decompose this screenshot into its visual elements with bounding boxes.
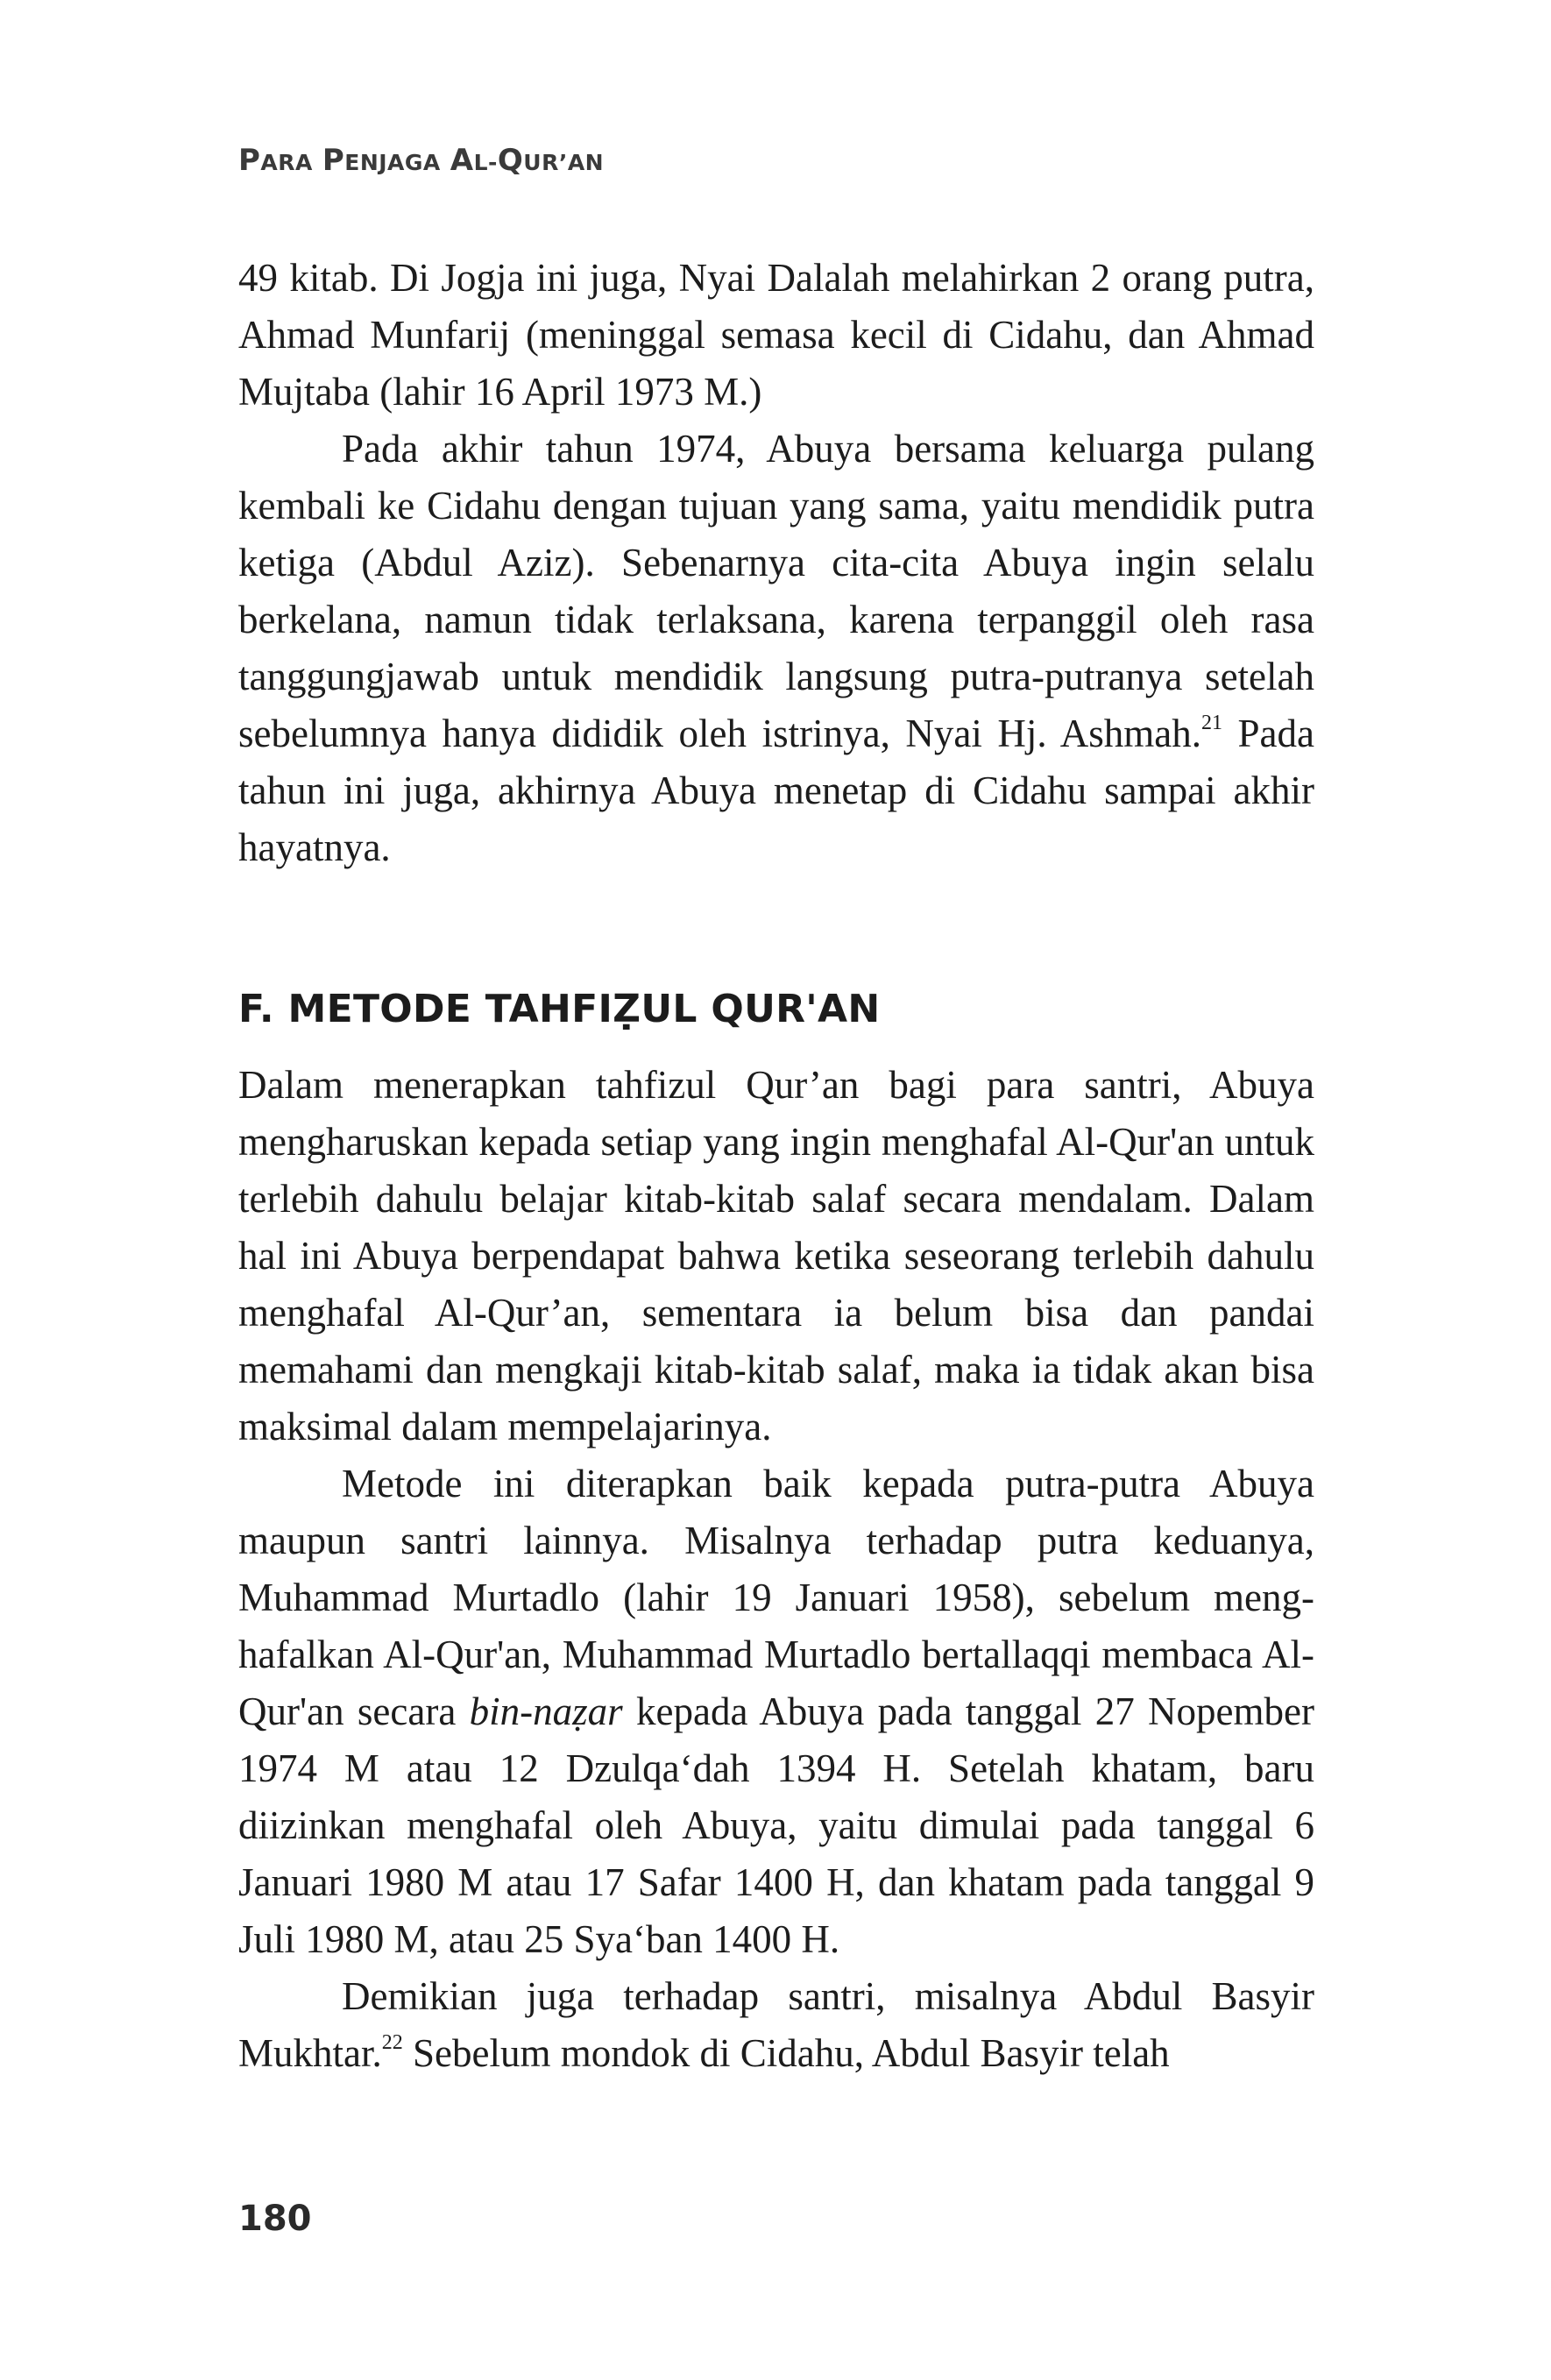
running-head-letter: A: [450, 143, 474, 178]
running-head-letters: ENJAGA: [344, 150, 441, 175]
paragraph-text: Dalam menerapkan tahfizul Qur’an bagi para santri, Abuya mengharuskan kepada setiap yang ingin menghafal Al-Qur'an untuk terlebih dahulu belajar kitab-kitab salaf secara mendalam. Dalam hal ini Abuya berpendapat bahwa ketika seseorang terlebih dahulu menghafal Al-Qur’an, sementara ia belum bisa dan pandai memahami dan mengkaji kitab-kitab salaf, maka ia tidak akan bisa maksimal dalam mempelajarinya.: [238, 1063, 1314, 1449]
paragraph-text: 49 kitab. Di Jogja ini juga, Nyai Dalalah melahirkan 2 orang putra, Ahmad Munfarij (meninggal semasa kecil di Cidahu, dan Ahmad Mujtaba (lahir 16 April 1973 M.): [238, 256, 1314, 414]
running-head-letters: UR’AN: [523, 150, 605, 175]
footnote-ref[interactable]: 22: [381, 2031, 403, 2054]
page-number: 180: [238, 2199, 312, 2239]
running-head-letter: P: [322, 143, 345, 178]
section-heading: F. METODE TAHFIẒUL QUR'AN: [238, 987, 881, 1031]
body-text-top: [238, 250, 1314, 876]
footnote-ref[interactable]: 21: [1200, 712, 1222, 734]
paragraph-text: Pada akhir tahun 1974, Abuya bersama keluarga pulang kembali ke Cidahu dengan tujuan yang sama, yaitu mendidik putra ketiga (Abdul Aziz). Sebenarnya cita-cita Abuya ingin selalu berkelana, namun tidak terlaksana, karena terpanggil oleh rasa tanggungjawab untuk mendidik langsung putra-putranya setelah sebelumnya hanya dididik oleh istrinya, Nyai Hj. Ashmah.: [238, 427, 1314, 755]
body-text-section: [238, 1057, 1314, 2082]
running-head: [238, 143, 605, 178]
running-head-letter: P: [238, 143, 261, 178]
paragraph-text: Sebelum mondok di Cidahu, Abdul Basyir telah: [402, 2031, 1170, 2075]
paragraph-tahfiz-method: [238, 1057, 1314, 1456]
running-head-letter: Q: [497, 143, 524, 178]
paragraph-text: kepada Abuya pada tanggal 27 Nopember 1974 M atau 12 Dzulqa‘dah 1394 H. Setelah khatam, baru diizinkan menghafal oleh Abuya, yaitu dimulai pada tanggal 6 Januari 1980 M atau 17 Safar 1400 H, dan khatam pada tanggal 9 Juli 1980 M, atau 25 Sya‘ban 1400 H.: [238, 1689, 1314, 1961]
paragraph-continuation: [238, 250, 1314, 421]
running-head-letters: ARA: [260, 150, 313, 175]
paragraph-murtadlo: [238, 1456, 1314, 1968]
paragraph-text: Metode ini diterapkan baik kepada putra-putra Abuya maupun santri lainnya. Misalnya terhadap putra keduanya, Muhammad Murtadlo (lahir 19 Januari 1958), sebelum menghafalkan Al-Qur'an, Muhammad Murtadlo bertallaqqi membaca Al-Qur'an secara: [238, 1462, 1314, 1733]
paragraph-text: Pada tahun ini juga, akhirnya Abuya menetap di Cidahu sampai akhir hayatnya.: [238, 712, 1314, 869]
paragraph-return-to-cidahu: [238, 421, 1314, 876]
italic-term: bin-naẓar: [469, 1689, 623, 1733]
paragraph-abdul-basyir: [238, 1968, 1314, 2082]
paragraph-text: Demikian juga terhadap santri, misalnya Abdul Basyir Mukhtar.: [238, 1974, 1314, 2075]
running-head-letters: L-: [473, 150, 498, 175]
